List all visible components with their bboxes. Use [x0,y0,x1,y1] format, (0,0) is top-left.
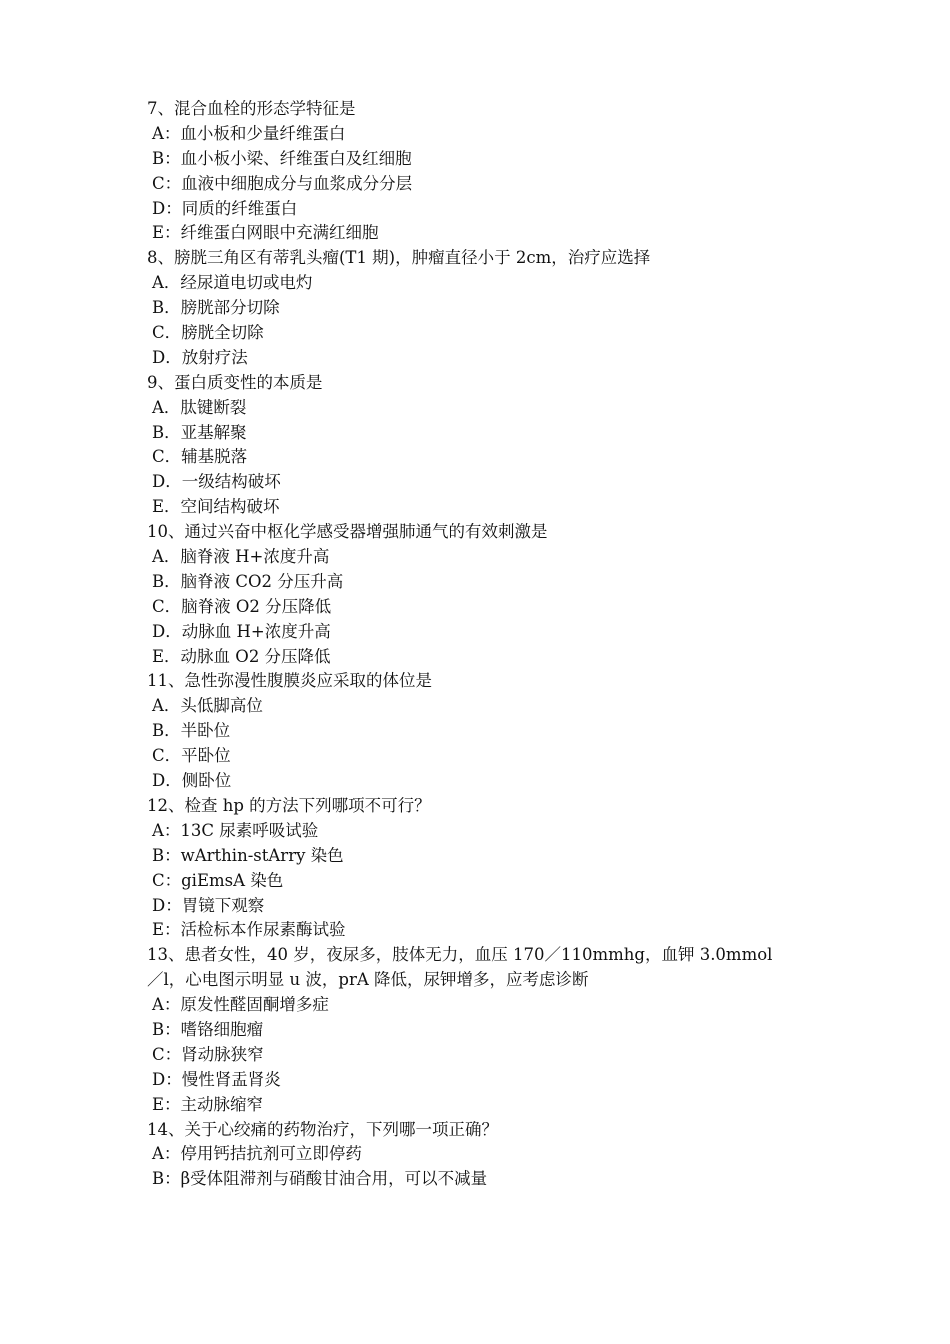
answer-option: B．半卧位 [152,721,231,741]
question-block [147,246,827,370]
question-list [147,97,827,1192]
question-block [147,371,827,520]
question-block [147,943,827,1117]
answer-option: C：肾动脉狭窄 [152,1044,264,1064]
answer-option: B．亚基解聚 [152,422,247,442]
answer-option: A．脑脊液 H+浓度升高 [152,547,330,567]
answer-option: A：13C 尿素呼吸试验 [152,820,319,840]
answer-option: D．动脉血 H+浓度升高 [152,621,331,641]
answer-option: C．辅基脱落 [152,447,248,467]
question-stem: 13、患者女性，40 岁，夜尿多，肢体无力，血压 170／110mmhg，血钾 3.0mmol [147,945,773,965]
answer-option: E：纤维蛋白网眼中充满红细胞 [152,223,379,243]
answer-option: C．平卧位 [152,746,231,766]
answer-option: B．膀胱部分切除 [152,298,280,318]
answer-option: B．脑脊液 CO2 分压升高 [152,571,344,591]
answer-option: A．头低脚高位 [152,696,263,716]
question-stem: 14、关于心绞痛的药物治疗，下列哪一项正确？ [147,1119,498,1139]
question-block [147,794,827,943]
answer-option: E．动脉血 O2 分压降低 [152,646,331,666]
answer-option: B：嗜铬细胞瘤 [152,1019,264,1039]
answer-option: E．空间结构破坏 [152,497,280,517]
answer-option: A．经尿道电切或电灼 [152,273,313,293]
question-stem: 9、蛋白质变性的本质是 [147,372,323,392]
question-stem: 10、通过兴奋中枢化学感受器增强肺通气的有效刺激是 [147,522,548,542]
question-stem-continued: ／l，心电图示明显 u 波，prA 降低，尿钾增多，应考虑诊断 [147,970,589,990]
answer-option: A．肽键断裂 [152,397,247,417]
answer-option: E：活检标本作尿素酶试验 [152,920,346,940]
question-stem: 12、检查 hp 的方法下列哪项不可行？ [147,795,431,815]
question-stem: 11、急性弥漫性腹膜炎应采取的体位是 [147,671,432,691]
question-block [147,1118,827,1193]
answer-option: D．侧卧位 [152,771,232,791]
answer-option: A：血小板和少量纤维蛋白 [152,123,346,143]
answer-option: A：原发性醛固酮增多症 [152,995,329,1015]
answer-option: D．一级结构破坏 [152,472,281,492]
answer-option: D：同质的纤维蛋白 [152,198,298,218]
answer-option: B：血小板小梁、纤维蛋白及红细胞 [152,148,412,168]
answer-option: D．放射疗法 [152,347,248,367]
question-block [147,669,827,793]
answer-option: B：β受体阻滞剂与硝酸甘油合用，可以不减量 [152,1169,488,1189]
answer-option: C．膀胱全切除 [152,323,264,343]
answer-option: C：血液中细胞成分与血浆成分分层 [152,173,413,193]
answer-option: D：慢性肾盂肾炎 [152,1069,281,1089]
question-block [147,520,827,669]
answer-option: E：主动脉缩窄 [152,1094,264,1114]
question-stem: 7、混合血栓的形态学特征是 [147,99,356,118]
answer-option: A：停用钙拮抗剂可立即停药 [152,1144,362,1164]
answer-option: C：giEmsA 染色 [152,870,284,890]
answer-option: D：胃镜下观察 [152,895,265,915]
answer-option: C．脑脊液 O2 分压降低 [152,596,332,616]
question-block [147,97,827,246]
answer-option: B：wArthin-stArry 染色 [152,845,344,865]
question-stem: 8、膀胱三角区有蒂乳头瘤(T1 期)，肿瘤直径小于 2cm，治疗应选择 [147,248,651,268]
